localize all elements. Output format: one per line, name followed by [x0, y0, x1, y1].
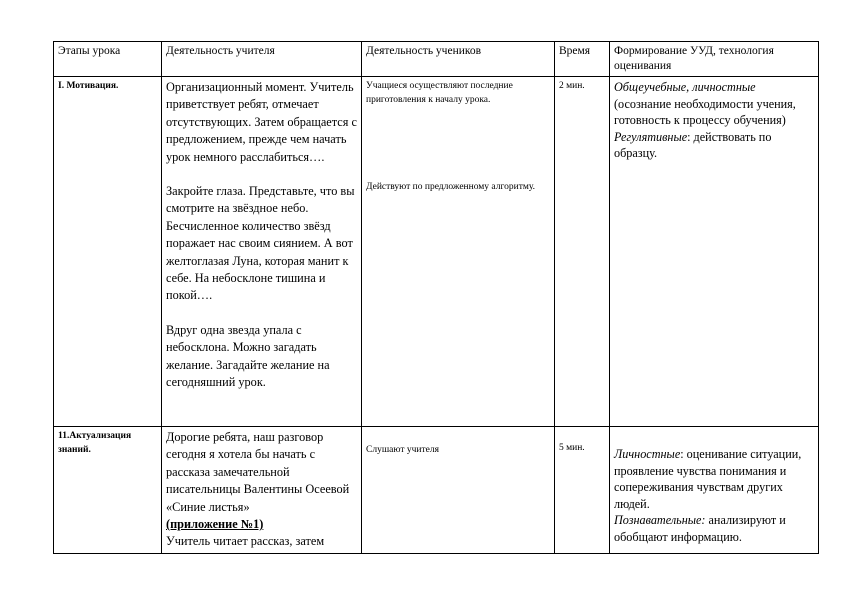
- header-stages: Этапы урока: [54, 42, 162, 77]
- student-paragraph: Действуют по предложенному алгоритму.: [366, 182, 536, 192]
- header-time: Время: [555, 42, 610, 77]
- time-cell-actualization: [555, 427, 610, 554]
- teacher-cell-motivation: [162, 77, 362, 427]
- teacher-text: Дорогие ребята, наш разговор сегодня я хотела бы начать с рассказа замечательной писательницы Валентины Осеевой «Синие листья»: [166, 430, 350, 514]
- stage-cell-actualization: 11.Актуализация знаний.: [54, 427, 162, 554]
- uud-text: : действовать по образцу.: [614, 129, 772, 161]
- uud-label: Общеучебные, личностные: [614, 80, 756, 94]
- uud-paragraph: [614, 446, 814, 512]
- table-row-actualization: [54, 427, 819, 554]
- uud-text: (осознание необходимости учения, готовность к процессу обучения): [614, 96, 796, 128]
- teacher-paragraph: Вдруг одна звезда упала с небосклона. Можно загадать желание. Загадайте желание на сегодняшний урок.: [166, 322, 330, 390]
- teacher-text: Учитель читает рассказ, затем: [166, 534, 325, 549]
- lesson-plan-table: [53, 41, 819, 554]
- uud-label: Личностные: [614, 447, 681, 461]
- time-cell-motivation: 2 мин.: [555, 77, 610, 427]
- header-uud: Формирование УУД, технология оценивания: [610, 42, 819, 77]
- uud-paragraph: [614, 512, 814, 545]
- uud-label: Регулятивные: [614, 129, 688, 144]
- table-row-motivation: [54, 77, 819, 427]
- uud-cell-actualization: [610, 427, 819, 554]
- header-teacher-activity: Деятельность учителя: [162, 42, 362, 77]
- uud-paragraph: [614, 129, 814, 162]
- teacher-cell-actualization: [162, 427, 362, 554]
- stage-cell-motivation: I. Мотивация.: [54, 77, 162, 427]
- time-value: 5 мин.: [559, 443, 585, 453]
- appendix-reference: (приложение №1): [166, 517, 264, 532]
- header-student-activity: Деятельность учеников: [362, 42, 555, 77]
- student-paragraph: Слушают учителя: [366, 445, 439, 455]
- student-cell-actualization: [362, 427, 555, 554]
- teacher-paragraph: Закройте глаза. Представьте, что вы смотрите на звёздное небо. Бесчисленное количество звёзд поражает нас своим сиянием. А вот желтоглазая Луна, которая манит к себе. На небосклоне тишина и покой….: [166, 184, 355, 303]
- uud-text: анализируют и обобщают информацию.: [614, 513, 786, 544]
- teacher-paragraph: [166, 429, 357, 551]
- uud-paragraph: [614, 79, 814, 129]
- uud-label: Познавательные:: [614, 513, 706, 528]
- uud-cell-motivation: [610, 77, 819, 427]
- uud-text: : оценивание ситуации, проявление чувства понимания и сопереживания чувствам других людей.: [614, 447, 802, 511]
- student-cell-motivation: [362, 77, 555, 427]
- student-paragraph: Учащиеся осуществляют последние приготовления к началу урока.: [366, 81, 513, 105]
- teacher-paragraph: Организационный момент. Учитель приветствует ребят, отмечает отсутствующих. Затем обращается с предложением, прежде чем начать урок немного расслабиться….: [166, 80, 357, 164]
- table-header-row: [54, 42, 819, 77]
